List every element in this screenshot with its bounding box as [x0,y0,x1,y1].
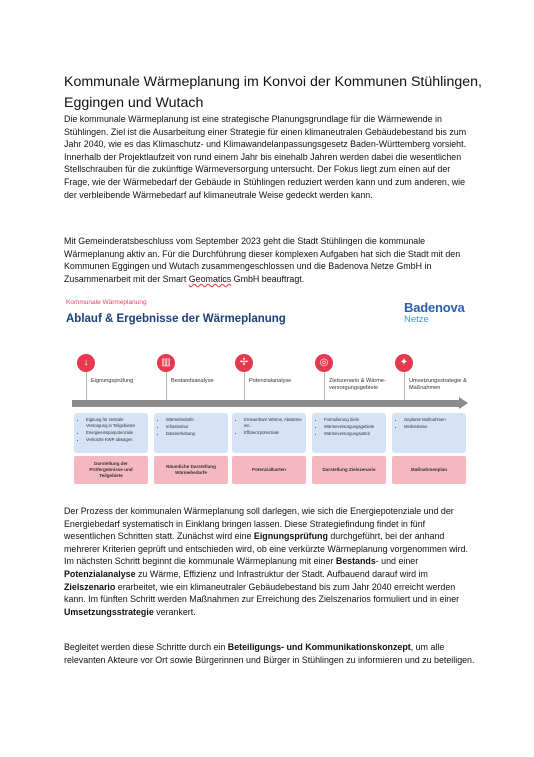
step-connector [404,372,405,400]
step-detail-item: • Wärmeversorgungsgebiete [324,424,382,430]
step-detail-item: • Geplante Maßnahmen [404,417,462,423]
step-detail-item: • Infrastruktur [166,424,224,430]
process-text-1: Der Prozess der kommunalen Wärmeplanung soll darlegen, wie sich die Energiepotenziale und der Energiebedarf systematisch in Einklang bringen lassen. Diese Strategiefindung findet in fünf wesentlichen Schritten statt. Zunächst wird eine [64,506,454,542]
step-detail-item: • Erneuerbare Wärme, Abwärme etc. [244,417,302,428]
process-bold-1: Eignungsprüfung [253,531,328,542]
step-detail-item: • Wärmeversorgungsarten [324,431,382,437]
step-result-box: Räumliche Darstellung Wärmebedarfe [154,456,228,484]
step-connector [244,372,245,400]
step-details-box [154,413,228,453]
step-result-box: Maßnahmenplan [392,456,466,484]
step-connector [166,372,167,400]
step-detail-item: • Meilensteine [404,424,462,430]
buildings-icon: ▥ [157,354,175,372]
step-details-box [74,413,148,453]
step-result-box: Darstellung der Prüfergebnisse und Teilgebiete [74,456,148,484]
diagram-subtitle: Kommunale Wärmeplanung [66,299,147,306]
process-diagram [62,298,478,498]
logo-main-text: Badenova [404,300,465,315]
step-detail-item: • Formulierung Ziele [324,417,382,423]
arrow-head-icon [459,397,468,409]
step-detail-item: • Effizienzpotenziale [244,430,302,436]
step-connector [324,372,325,400]
closing-text-1: Begleitet werden diese Schritte durch ein [64,642,228,652]
wind-turbine-icon: ✢ [235,354,253,372]
logo-sub-text: Netze [404,314,429,325]
step-detail-item: • Datenerhebung [166,431,224,437]
process-text-3: - und einer [375,556,419,567]
process-text-2: durchgeführt, bei der anhand mehrerer Kriterien geprüft und entschieden wird, ob eine verkürzte Wärmeplanung vorgenommen wird. Im nächsten Schritt beginnt die kommunale Wärmeplanung mit einer [64,531,469,567]
step-details-box [232,413,306,453]
process-text-6: verankert. [153,606,196,617]
closing-bold-1: Beteiligungs- und Kommunikationskonzept [227,642,411,652]
arrow-down-icon: ↓ [77,354,95,372]
step-label: Eignungsprüfung [91,378,134,384]
lightbulb-icon: ✦ [395,354,413,372]
process-bold-5: Umsetzungsstrategie [64,606,154,617]
badenova-logo [404,300,474,325]
step-label: Umsetzungsstrategie & Maßnahmen [409,378,467,391]
diagram-title: Ablauf & Ergebnisse der Wärmeplanung [66,313,286,325]
step-detail-item: • Verkürzte KWP abwägen [86,437,144,443]
timeline-arrow [72,400,460,407]
process-text-5: erarbeitet, wie ein klimaneutraler Gebäudebestand bis zum Jahr 2040 erreicht werden kann. Im fünften Schritt werden Maßnahmen zur Erreichung des Zielszenarios formuliert und in einer [64,581,460,605]
step-label: Zielszenario & Wärme-versorgungsgebiete [329,378,386,391]
step-detail-item: • Wärmebedarfe [166,417,224,423]
step-detail-item: • Eignung für zentrale Versorgung in Teilgebieten [86,417,144,428]
process-bold-3: Potenzialanalyse [64,568,136,579]
intro-paragraph-1: Die kommunale Wärmeplanung ist eine strategische Planungsgrundlage für die Wärmewende in Stühlingen. Ziel ist die Ausarbeitung einer Strategie für einen klimaneutralen Gebäudebestand bis zum Jahr 2040, wie es das Klimaschutz- und Klimawandelanpassungsgesetz Baden-Württemberg vorsieht. Innerhalb der Projektlaufzeit von rund einem Jahr bis einehalb Jahren werden dabei die wesentlichen Stellschrauben für die zukünftige Wärmeversorgung untersucht. Der Fokus liegt zum einen auf der Frage, wie der Wärmebedarf der Gebäude in Stühlingen reduziert werden kann und zum anderen, wie der verbleibende Wärmebedarf auf klimaneutrale Weise gedeckt werden kann. [64,114,467,200]
step-result-box: Darstellung Zielszenario [312,456,386,484]
process-bold-4: Zielszenario [64,581,116,592]
closing-text-2: , um alle relevanten Akteure vor Ort sowie Bürgerinnen und Bürger in Stühlingen zu informieren und zu beteiligen. [64,642,475,665]
step-detail-item: • Energieeinsparpotenziale [86,430,144,436]
process-paragraph [64,505,476,618]
spellcheck-word: Geomatics [188,273,232,284]
step-result-box: Potenzialkarten [232,456,306,484]
step-label: Bestandsanalyse [171,378,214,384]
step-details-box [392,413,466,453]
step-connector [86,372,87,400]
process-bold-2: Bestands [335,556,376,567]
intro-text-a: Mit Gemeinderatsbeschluss vom September 2023 geht die Stadt Stühlingen die kommunale Wärmeplanung aktiv an. Für die Durchführung dieser komplexen Aufgaben hat sich die Stadt mit den Kommunen Eggingen und Wutach zusammengeschlossen und die Badenova Netze GmbH in Zusammenarbeit mit der Smart [64,236,461,284]
page-title: Kommunale Wärmeplanung im Konvoi der Kommunen Stühlingen, Eggingen und Wutach [64,74,482,111]
process-text-4: zu Wärme, Effizienz und Infrastruktur der Stadt. Aufbauend darauf wird im [135,568,428,579]
intro-paragraph-2 [64,235,476,285]
step-details-box [312,413,386,453]
step-label: Potenzialanalyse [249,378,292,384]
target-icon: ◎ [315,354,333,372]
closing-paragraph [64,641,476,666]
intro-text-b: GmbH beauftragt. [231,273,305,284]
